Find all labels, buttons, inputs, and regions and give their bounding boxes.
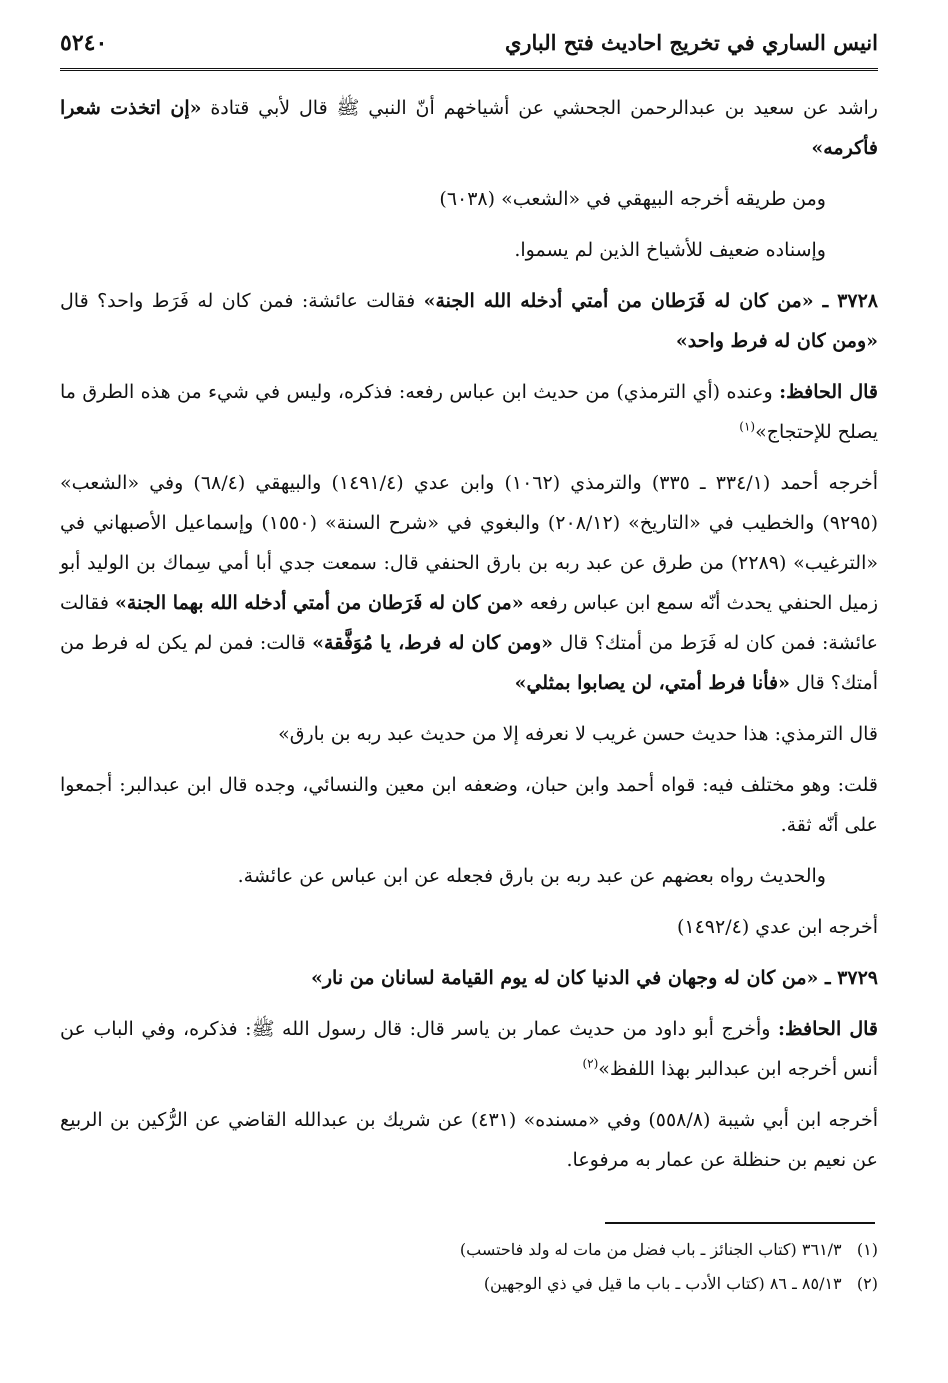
paragraph-hadith-rawah: والحديث رواه بعضهم عن عبد ربه بن بارق فجعله عن ابن عباس عن عائشة. [237, 865, 826, 887]
hafiz-label: قال الحافظ: [779, 381, 878, 403]
hafiz-comment-1: قال الحافظ: وعنده (أي الترمذي) من حديث ابن عباس رفعه: فذكره، وليس في شيء من هذه الطرق ما يصلح للإحتجاج»$^{(١)}$ [60, 381, 878, 443]
footnote-ref-1: (١) [739, 419, 756, 434]
page-number: ٥٢٤٠ [60, 30, 108, 56]
main-text [60, 88, 878, 1191]
footnote-1 [60, 1233, 878, 1267]
footnote-text: ٨٥/١٣ ـ ٨٦ (كتاب الأدب ـ باب ما قيل في ذي الوجهين) [483, 1274, 842, 1293]
footnote-ref-2: (٢) [582, 1056, 599, 1071]
tirmidhi-comment: قال الترمذي: هذا حديث حسن غريب لا نعرفه إلا من حديث عبد ربه بن بارق» [278, 723, 878, 745]
hadith-text: «إن اتخذت شعرا فأكرمه» [60, 97, 878, 159]
footnote-text: ٣٦١/٣ (كتاب الجنائز ـ باب فضل من مات له ولد فاحتسب) [459, 1240, 842, 1259]
takhrij-paragraph-1: أخرجه أحمد (٣٣٤/١ ـ ٣٣٥) والترمذي (١٠٦٢) وابن عدي (١٤٩١/٤) والبيهقي (٦٨/٤) وفي «الشعب» (٩٢٩٥) والخطيب في «التاريخ» (٢٠٨/١٢) والبغوي في «شرح السنة» (١٥٥٠) وإسماعيل الأصبهاني في «الترغيب» (٢٢٨٩) من طرق عن عبد ربه بن بارق الحنفي قال: سمعت جدي أبا أمي سِماك بن الوليد أبو زميل الحنفي يحدث أنّه سمع ابن عباس رفعه «من كان له فَرَطان من أمتي أدخله الله بهما الجنة» فقالت عائشة: فمن كان له فَرَط من أمتك؟ قال «ومن كان له فرط، يا مُوَفَّقة» قالت: فمن لم يكن له فرط من أمتك؟ قال «فأنا فرط أمتي، لن يصابوا بمثلي» [60, 472, 878, 694]
paragraph-bayhaqi: ومن طريقه أخرجه البيهقي في «الشعب» (٦٠٣٨) [439, 188, 826, 210]
entry-number: ٣٧٢٩ ـ [818, 967, 878, 989]
paragraph-rashid: راشد عن سعيد بن عبدالرحمن الجحشي عن أشياخهم أنّ النبي ﷺ قال لأبي قتادة «إن اتخذت شعرا فأكرمه» [60, 97, 878, 159]
hadith-text: «من كان له فَرَطان من أمتي أدخله الله بهما الجنة» [115, 592, 524, 614]
footnote-number: (١) [856, 1240, 878, 1259]
page-header [60, 28, 878, 71]
author-comment: قلت: وهو مختلف فيه: قواه أحمد وابن حبان، وضعفه ابن معين والنسائي، وجده قال ابن عبدالبر: أجمعوا على أنّه ثقة. [60, 774, 878, 836]
footnotes [60, 1233, 878, 1301]
hadith-text: «من كان له وجهان في الدنيا كان له يوم القيامة لسانان من نار» [311, 967, 819, 989]
paragraph-ibn-adi: أخرجه ابن عدي (١٤٩٢/٤) [676, 916, 878, 938]
footnote-number: (٢) [856, 1274, 878, 1293]
hadith-text: «من كان له فَرَطان من أمتي أدخله الله الجنة» [423, 290, 814, 312]
hadith-text: «ومن كان له فرط واحد» [675, 330, 878, 352]
book-title: انيس الساري في تخريج احاديث فتح الباري [504, 30, 878, 55]
takhrij-paragraph-2: أخرجه ابن أبي شيبة (٥٥٨/٨) وفي «مسنده» (٤٣١) عن شريك بن عبدالله القاضي عن الرُّكين بن الربيع عن نعيم بن حنظلة عن عمار به مرفوعا. [60, 1109, 878, 1171]
entry-number: ٣٧٢٨ ـ [813, 290, 878, 312]
hadith-text: «فأنا فرط أمتي، لن يصابوا بمثلي» [514, 672, 790, 694]
paragraph-isnad: وإسناده ضعيف للأشياخ الذين لم يسموا. [514, 239, 826, 261]
footnote-separator [605, 1222, 875, 1224]
hadith-text: «ومن كان له فرط، يا مُوَفَّقة» [312, 632, 554, 654]
hafiz-label: قال الحافظ: [777, 1018, 879, 1040]
footnote-2 [60, 1267, 878, 1301]
hafiz-comment-2: قال الحافظ: وأخرج أبو داود من حديث عمار بن ياسر قال: قال رسول الله ﷺ: فذكره، وفي الباب عن أنس أخرجه ابن عبدالبر بهذا اللفظ»$^{(٢)}$ [60, 1018, 879, 1080]
hadith-entry-3728: ٣٧٢٨ ـ «من كان له فَرَطان من أمتي أدخله الله الجنة» فقالت عائشة: فمن كان له فَرَط واحد؟ قال «ومن كان له فرط واحد» [60, 290, 878, 352]
hadith-entry-3729 [60, 958, 878, 998]
